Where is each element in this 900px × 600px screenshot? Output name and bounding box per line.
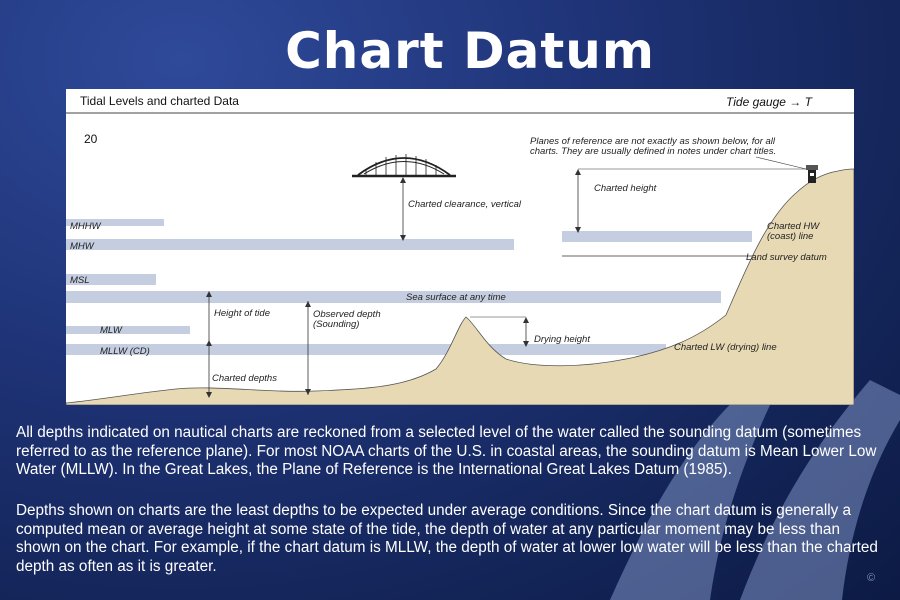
note-line-2: charts. They are usually defined in notes under chart titles. bbox=[530, 146, 777, 157]
drying-height-label: Drying height bbox=[534, 334, 590, 345]
tide-gauge-label: Tide gauge → T bbox=[726, 95, 812, 109]
note-pointer bbox=[756, 157, 806, 169]
charted-height-label: Charted height bbox=[594, 183, 657, 194]
mhw-label: MHW bbox=[70, 241, 94, 252]
charted-lw-label: Charted LW (drying) line bbox=[674, 342, 777, 353]
figure-heading: Tidal Levels and charted Data bbox=[80, 94, 239, 108]
note-line-1: Planes of reference are not exactly as shown below, for all bbox=[530, 136, 776, 147]
mllw-band bbox=[66, 344, 666, 355]
mhhw-label: MHHW bbox=[70, 221, 101, 232]
sea-surface-label: Sea surface at any time bbox=[406, 292, 506, 303]
mllw-label: MLLW (CD) bbox=[100, 346, 150, 357]
msl-label: MSL bbox=[70, 275, 90, 286]
charted-hw-label-2: (coast) line bbox=[767, 231, 814, 242]
charted-hw-band bbox=[562, 231, 752, 242]
land-survey-datum-label: Land survey datum bbox=[746, 252, 827, 263]
height-of-tide-label: Height of tide bbox=[214, 308, 270, 319]
copyright-mark: © bbox=[867, 572, 876, 584]
observed-depth-label-2: (Sounding) bbox=[313, 319, 360, 330]
observed-depth-label-1: Observed depth bbox=[313, 309, 381, 320]
charted-clearance-label: Charted clearance, vertical bbox=[408, 199, 521, 210]
slide-title: Chart Datum bbox=[285, 22, 655, 80]
tidal-levels-figure bbox=[66, 89, 854, 405]
paragraph-least-depths: Depths shown on charts are the least depths to be expected under average conditions. Since the chart datum is generally a computed mean or average height at some state of the tide, the depth of water at any particular moment may be less than shown on the chart. For example, if the chart datum is MLLW, the depth of water at lower low water will be less than the charted depth as often as it is greater. bbox=[16, 502, 878, 575]
mlw-label: MLW bbox=[100, 325, 122, 336]
paragraph-sounding-datum: All depths indicated on nautical charts are reckoned from a selected level of the water called the sounding datum (sometimes referred to as the reference plane). For most NOAA charts of the U.S. in coastal areas, the sounding datum is Mean Lower Low Water (MLLW). In the Great Lakes, the Plane of Reference is the International Great Lakes Datum (1985). bbox=[16, 424, 877, 478]
mlw-band bbox=[66, 326, 190, 334]
mhw-band bbox=[66, 239, 514, 250]
sea-surface-band bbox=[66, 291, 721, 303]
charted-hw-label-1: Charted HW bbox=[767, 221, 820, 232]
bridge-icon bbox=[352, 154, 456, 176]
page-number: 20 bbox=[84, 132, 98, 146]
charted-depths-label: Charted depths bbox=[212, 373, 277, 384]
